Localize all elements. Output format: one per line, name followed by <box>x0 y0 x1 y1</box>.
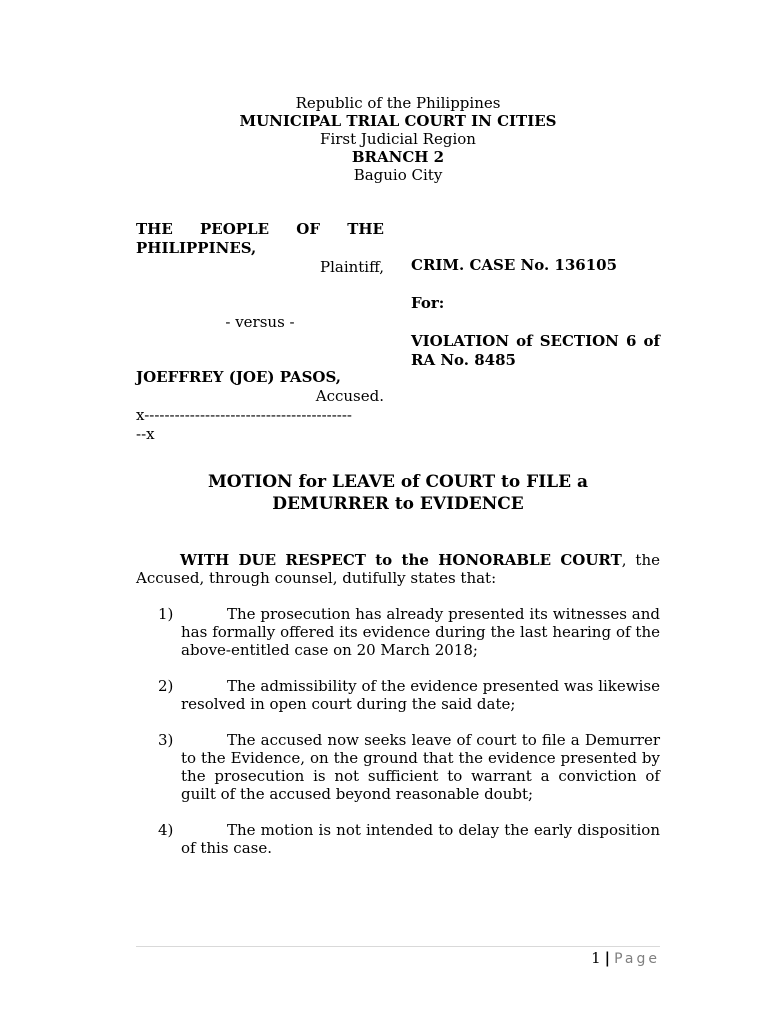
list-item <box>136 731 660 803</box>
case-caption-details <box>411 256 660 370</box>
caption-spacer <box>136 332 384 368</box>
intro-rest: , the Accused, through counsel, dutifully states that: <box>136 551 660 587</box>
list-item <box>136 677 660 713</box>
item-text: The motion is not intended to delay the early disposition of this case. <box>181 821 660 857</box>
plaintiff-name-line-2: PHILIPPINES, <box>136 239 257 257</box>
caption-closing-line-end: --x <box>136 425 155 443</box>
versus-label: - versus - <box>225 313 295 331</box>
item-number: 2) <box>158 677 174 695</box>
item-number: 4) <box>158 821 174 839</box>
case-caption-parties <box>136 220 384 444</box>
list-item <box>136 605 660 659</box>
footer-divider <box>136 946 660 947</box>
intro-paragraph <box>136 551 660 587</box>
header-region: First Judicial Region <box>320 130 476 148</box>
page-footer <box>591 948 660 969</box>
header-court-name: MUNICIPAL TRIAL COURT IN CITIES <box>239 112 557 130</box>
plaintiff-role: Plaintiff, <box>319 258 384 276</box>
document-title <box>0 471 768 515</box>
footer-separator: | <box>604 949 611 967</box>
page-label: Page <box>614 951 660 967</box>
accused-role: Accused. <box>315 387 384 405</box>
header-city: Baguio City <box>353 166 443 184</box>
item-text: The admissibility of the evidence presented was likewise resolved in open court during the said date; <box>181 677 660 713</box>
title-line-2: DEMURRER to EVIDENCE <box>272 494 524 514</box>
court-header <box>0 94 768 184</box>
item-text: The prosecution has already presented its witnesses and has formally offered its evidence during the last hearing of the above-entitled case on 20 March 2018; <box>181 605 660 659</box>
page-number: 1 <box>591 949 601 967</box>
offense-description: VIOLATION of SECTION 6 of RA No. 8485 <box>411 332 660 369</box>
header-branch: BRANCH 2 <box>351 148 445 166</box>
intro-bold: WITH DUE RESPECT to the HONORABLE COURT <box>180 551 622 569</box>
plaintiff-name-line-1: THE PEOPLE OF THE <box>136 220 384 238</box>
title-line-1: MOTION for LEAVE of COURT to FILE a <box>207 472 589 492</box>
caption-spacer <box>136 277 384 313</box>
case-number: CRIM. CASE No. 136105 <box>411 256 618 274</box>
item-number: 1) <box>158 605 174 623</box>
item-number: 3) <box>158 731 174 749</box>
header-republic: Republic of the Philippines <box>295 94 501 112</box>
item-text: The accused now seeks leave of court to file a Demurrer to the Evidence, on the ground that the evidence presented by the prosecution is not sufficient to warrant a conviction of guilt of the accused beyond reasonable doubt; <box>181 731 660 803</box>
caption-spacer <box>411 275 660 294</box>
accused-name: JOEFFREY (JOE) PASOS, <box>136 368 341 386</box>
for-label: For: <box>411 294 445 312</box>
list-item <box>136 821 660 857</box>
caption-spacer <box>411 313 660 332</box>
motion-body <box>136 551 660 857</box>
caption-closing-line: x----------------------------------------- <box>136 406 352 424</box>
